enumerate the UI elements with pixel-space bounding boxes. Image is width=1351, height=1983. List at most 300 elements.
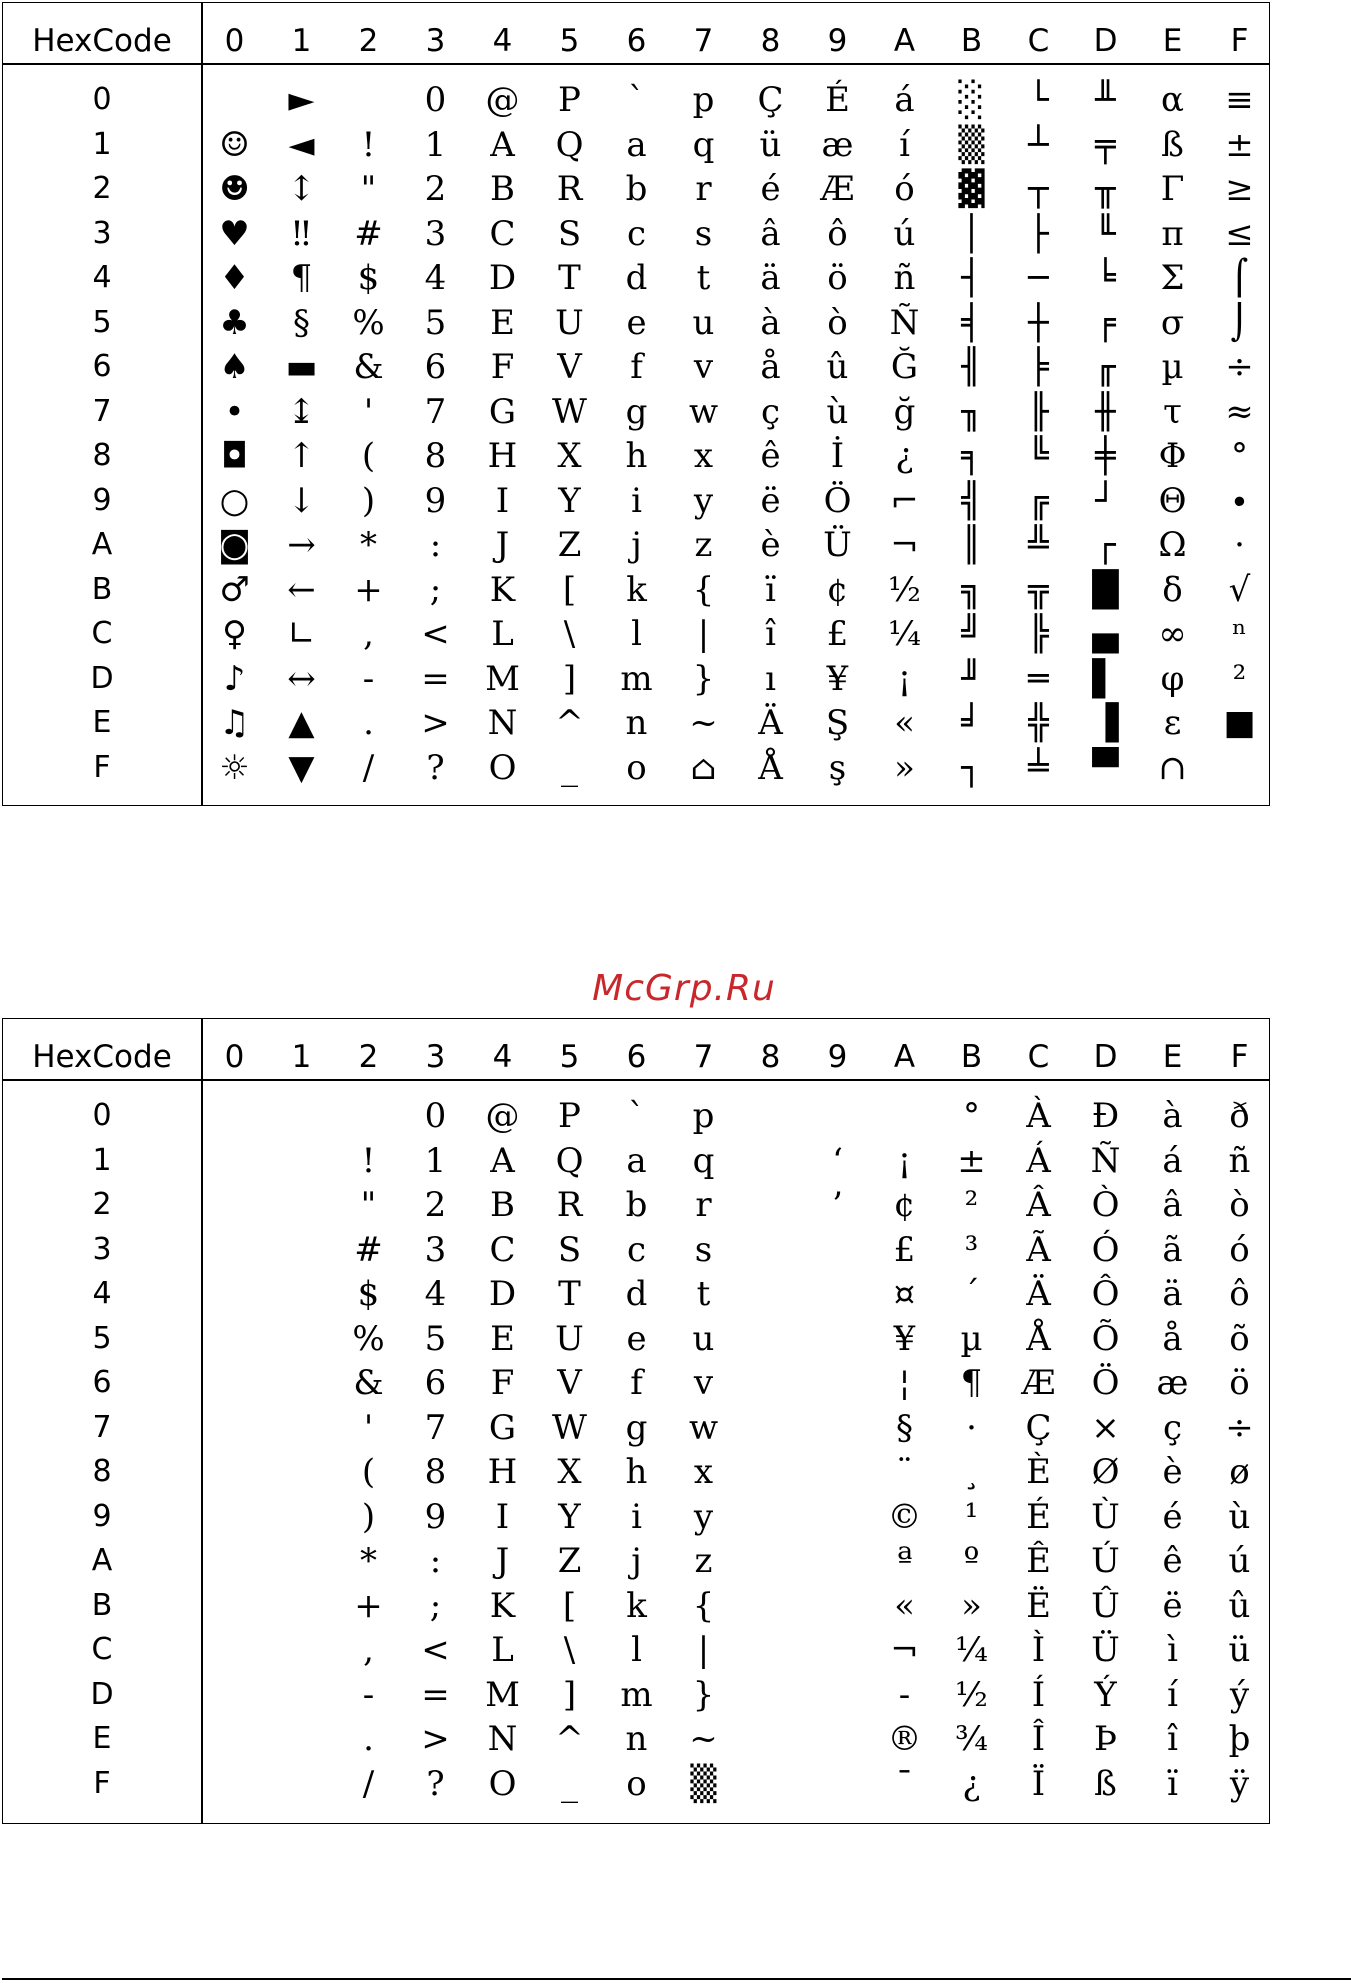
character-cell: ╬ <box>1028 703 1049 743</box>
character-cell: ▒ <box>690 1763 717 1804</box>
character-cell: ┼ <box>1028 302 1049 343</box>
character-cell: │ <box>961 213 982 254</box>
character-cell: 6 <box>424 1363 447 1403</box>
character-cell: X <box>557 1452 582 1492</box>
character-cell: e <box>626 302 647 343</box>
row-header: 5 <box>92 304 112 340</box>
character-cell: P <box>558 1096 581 1136</box>
column-header: 4 <box>492 1039 513 1075</box>
character-cell: > <box>421 1719 450 1759</box>
character-cell: ô <box>827 213 848 254</box>
character-cell: Å <box>758 747 783 788</box>
character-cell: ± <box>1225 124 1254 165</box>
character-cell: É <box>1026 1496 1051 1537</box>
character-cell: * <box>360 525 377 565</box>
character-cell: W <box>552 1407 587 1448</box>
character-cell: ³ <box>964 1229 979 1270</box>
character-cell: ╨ <box>1095 80 1116 120</box>
character-cell: P <box>558 80 581 120</box>
character-cell: o <box>626 747 647 788</box>
character-cell: " <box>360 169 377 209</box>
character-cell: ┤ <box>961 258 982 298</box>
character-cell: ╦ <box>1028 569 1049 610</box>
character-cell: ↔ <box>287 658 316 699</box>
character-cell: l <box>631 614 642 654</box>
character-cell: á <box>894 80 915 120</box>
character-cell: é <box>760 169 781 209</box>
row-header: 8 <box>92 1454 112 1489</box>
row-header: 3 <box>92 215 112 251</box>
hexcode-header-label: HexCode <box>32 1039 172 1075</box>
column-header: 5 <box>559 23 580 59</box>
character-cell: L <box>491 1630 514 1670</box>
character-cell: ë <box>1162 1585 1183 1626</box>
character-cell: · <box>1234 525 1245 565</box>
row-header: 0 <box>92 1098 112 1133</box>
row-header: 5 <box>92 1320 112 1356</box>
character-cell: Ü <box>823 525 852 565</box>
character-cell: ⌂ <box>690 747 717 788</box>
character-cell: R <box>556 169 583 209</box>
character-cell: Æ <box>1021 1363 1056 1403</box>
character-cell: Þ <box>1094 1719 1117 1759</box>
character-cell: ⌠ <box>1230 258 1249 298</box>
character-cell: ? <box>426 1763 445 1804</box>
character-cell: A <box>490 1140 515 1181</box>
character-cell: φ <box>1160 658 1185 699</box>
column-header: D <box>1093 23 1118 59</box>
character-cell: T <box>558 1274 581 1314</box>
character-cell: ¿ <box>895 436 914 476</box>
character-cell: Æ <box>820 169 855 209</box>
character-cell: q <box>692 124 715 165</box>
character-cell: π <box>1161 213 1184 254</box>
character-cell: ® <box>887 1719 922 1759</box>
character-cell: · <box>966 1407 977 1448</box>
row-header: 8 <box>92 438 112 473</box>
character-cell: ⁿ <box>1232 614 1247 654</box>
character-cell: n <box>625 1719 648 1759</box>
column-header: 0 <box>224 1039 245 1075</box>
character-cell: ò <box>827 302 848 343</box>
character-cell: þ <box>1228 1719 1251 1759</box>
character-cell: î <box>1167 1719 1178 1759</box>
character-cell: , <box>363 614 374 654</box>
character-cell: I <box>495 1496 510 1537</box>
character-cell: ┐ <box>961 747 982 788</box>
character-cell: § <box>896 1407 913 1448</box>
character-cell: . <box>363 1719 374 1759</box>
character-cell: ü <box>759 124 782 165</box>
character-cell: F <box>490 1363 515 1403</box>
character-cell: » <box>894 747 915 788</box>
character-cell: ╡ <box>961 302 982 343</box>
character-cell: ß <box>1094 1763 1117 1804</box>
character-cell: ▓ <box>958 169 985 209</box>
character-cell: Ê <box>1026 1541 1051 1581</box>
character-cell: û <box>826 347 849 387</box>
character-cell: © <box>887 1496 922 1537</box>
character-cell: - <box>898 1674 911 1715</box>
character-cell: ¯ <box>896 1763 913 1804</box>
character-cell: ■ <box>1223 703 1256 743</box>
character-cell: 9 <box>424 480 447 521</box>
character-cell: } <box>692 1674 715 1715</box>
character-cell: [ <box>562 1585 577 1626</box>
row-header: 1 <box>92 126 112 162</box>
character-cell: à <box>760 302 781 343</box>
character-cell: £ <box>893 1229 916 1270</box>
character-cell: Â <box>1026 1185 1051 1225</box>
character-cell: z <box>694 525 713 565</box>
character-cell: 9 <box>424 1496 447 1537</box>
character-cell: Ü <box>1091 1630 1120 1670</box>
character-cell: √ <box>1228 569 1251 610</box>
character-cell: ^ <box>555 703 584 743</box>
character-cell: Ù <box>1091 1496 1120 1537</box>
character-cell: K <box>489 1585 516 1626</box>
character-cell: T <box>558 258 581 298</box>
character-cell: Å <box>1026 1318 1051 1359</box>
character-cell: ╞ <box>1028 347 1049 387</box>
character-cell: = <box>421 658 450 699</box>
character-cell: Ý <box>1094 1674 1117 1715</box>
character-cell: Ò <box>1091 1185 1120 1225</box>
character-cell: Á <box>1026 1140 1051 1181</box>
character-cell: Ã <box>1026 1229 1051 1270</box>
character-cell: ~ <box>689 1719 718 1759</box>
character-cell: [ <box>562 569 577 610</box>
character-cell: n <box>625 703 648 743</box>
character-cell: Y <box>558 1496 581 1537</box>
row-header: 7 <box>92 1409 112 1445</box>
character-cell: E <box>490 1318 515 1359</box>
character-cell: p <box>692 1096 715 1136</box>
character-cell: ¥ <box>893 1318 916 1359</box>
character-cell: µ <box>1161 347 1184 387</box>
column-header: D <box>1093 1039 1118 1075</box>
row-header: 9 <box>92 1498 112 1534</box>
character-cell: ç <box>760 391 781 432</box>
character-cell: ▐ <box>1092 703 1119 743</box>
character-cell: E <box>490 302 515 343</box>
column-header: E <box>1162 23 1183 59</box>
character-cell: ∞ <box>1158 614 1187 654</box>
row-header: C <box>91 616 113 651</box>
character-cell: ² <box>964 1185 979 1225</box>
character-cell: ♫ <box>219 703 250 743</box>
character-cell: æ <box>1156 1363 1189 1403</box>
character-cell: 8 <box>424 1452 447 1492</box>
character-cell: ò <box>1229 1185 1250 1225</box>
character-cell: è <box>1162 1452 1183 1492</box>
character-cell: q <box>692 1140 715 1181</box>
character-cell: ┘ <box>1095 480 1116 521</box>
character-cell: _ <box>561 747 578 788</box>
character-cell: Ö <box>1091 1363 1120 1403</box>
row-header: 3 <box>92 1231 112 1267</box>
character-cell: Ì <box>1031 1630 1046 1670</box>
character-cell: ú <box>1228 1541 1251 1581</box>
character-cell: 6 <box>424 347 447 387</box>
character-cell: ╖ <box>961 391 982 432</box>
character-cell: ’ <box>832 1185 843 1225</box>
character-cell: / <box>362 1763 375 1804</box>
character-cell: ô <box>1229 1274 1250 1314</box>
row-header: D <box>90 660 114 696</box>
character-cell: ↑ <box>287 436 316 476</box>
character-cell: Φ <box>1158 436 1187 476</box>
row-header: 1 <box>92 1142 112 1178</box>
character-cell: Ä <box>1026 1274 1051 1314</box>
character-cell: ý <box>1229 1674 1250 1715</box>
character-cell: ◙ <box>218 525 251 565</box>
row-header: F <box>93 749 111 785</box>
character-cell: Ñ <box>1090 1140 1121 1181</box>
character-cell: d <box>625 258 648 298</box>
column-header: 2 <box>358 1039 379 1075</box>
character-cell: < <box>421 1630 450 1670</box>
character-cell: £ <box>826 614 849 654</box>
character-cell: ≡ <box>1225 80 1254 120</box>
column-header: A <box>893 1039 916 1075</box>
row-header: E <box>92 1721 112 1756</box>
character-cell: ! <box>361 1140 376 1181</box>
character-cell: ♥ <box>219 213 250 254</box>
character-cell: Z <box>557 1541 582 1581</box>
character-cell: O <box>488 1763 517 1804</box>
character-cell: 4 <box>424 258 447 298</box>
character-cell: ∙ <box>1231 480 1248 521</box>
character-cell: ≈ <box>1225 391 1254 432</box>
character-cell: m <box>620 1674 653 1715</box>
character-cell: ¡ <box>897 1140 912 1181</box>
character-cell: G <box>488 391 517 432</box>
character-cell: - <box>362 1674 375 1715</box>
character-cell: ñ <box>1228 1140 1251 1181</box>
character-cell: 4 <box>424 1274 447 1314</box>
character-cell: ├ <box>1028 213 1049 254</box>
character-cell: ╜ <box>961 658 982 699</box>
character-cell: ¡ <box>897 658 912 699</box>
character-cell: ÷ <box>1225 1407 1254 1448</box>
character-cell: ì <box>1167 1630 1178 1670</box>
character-cell: Ä <box>758 703 783 743</box>
character-cell: 3 <box>424 213 447 254</box>
character-cell: ┴ <box>1028 124 1049 165</box>
character-cell: ♠ <box>219 347 250 387</box>
character-cell: æ <box>821 124 854 165</box>
character-cell: H <box>487 1452 518 1492</box>
character-cell: : <box>429 525 442 565</box>
character-cell: ´ <box>963 1274 980 1314</box>
character-cell: J <box>495 525 510 565</box>
character-cell: _ <box>561 1763 578 1804</box>
character-cell: { <box>692 1585 715 1626</box>
character-cell: ù <box>1228 1496 1251 1537</box>
column-header: 9 <box>827 1039 848 1075</box>
character-cell: ş <box>828 747 847 788</box>
character-cell: C <box>489 1229 516 1270</box>
character-cell: ) <box>361 1496 376 1537</box>
character-cell: I <box>495 480 510 521</box>
character-cell: O <box>488 747 517 788</box>
character-cell: ) <box>361 480 376 521</box>
character-cell: M <box>485 1674 520 1715</box>
character-cell: ° <box>1231 436 1248 476</box>
character-cell: ¼ <box>888 614 921 654</box>
character-cell: Y <box>558 480 581 521</box>
character-cell: Ş <box>825 703 850 743</box>
character-cell: ó <box>1229 1229 1250 1270</box>
character-cell: , <box>363 1630 374 1670</box>
character-cell: ğ <box>893 391 916 432</box>
character-cell: ╒ <box>1095 302 1116 343</box>
character-cell: ¥ <box>826 658 849 699</box>
character-cell: ε <box>1163 703 1182 743</box>
character-cell: + <box>354 1585 383 1626</box>
character-cell: └ <box>1028 80 1049 120</box>
character-cell: ( <box>361 436 376 476</box>
character-cell: ï <box>765 569 776 610</box>
character-cell: 0 <box>424 1096 447 1136</box>
character-cell: ▄ <box>1092 614 1119 654</box>
character-cell: Ô <box>1091 1274 1120 1314</box>
character-cell: C <box>489 213 516 254</box>
character-cell: o <box>626 1763 647 1804</box>
character-cell: → <box>287 525 316 565</box>
character-cell: e <box>626 1318 647 1359</box>
character-cell: ¾ <box>955 1719 988 1759</box>
character-cell: Ï <box>1031 1763 1046 1804</box>
character-cell: K <box>489 569 516 610</box>
character-cell: ø <box>1229 1452 1250 1492</box>
character-cell: p <box>692 80 715 120</box>
character-cell: ─ <box>1028 258 1049 298</box>
character-cell: ¢ <box>826 569 849 610</box>
bottom-rule <box>2 1978 1351 1980</box>
character-cell: « <box>894 703 915 743</box>
character-cell: ¹ <box>964 1496 979 1537</box>
character-cell: 7 <box>424 391 447 432</box>
character-cell: ╫ <box>1095 391 1116 432</box>
character-cell: / <box>362 747 375 788</box>
character-cell: █ <box>1092 569 1119 610</box>
character-cell: ö <box>827 258 848 298</box>
row-header: E <box>92 705 112 740</box>
character-cell: x <box>693 1452 714 1492</box>
character-cell: j <box>631 525 642 565</box>
character-cell: ä <box>760 258 781 298</box>
character-cell: ╣ <box>961 480 982 521</box>
character-cell: ╤ <box>1095 124 1116 165</box>
character-cell: ☼ <box>219 747 250 788</box>
column-header: 0 <box>224 23 245 59</box>
character-cell: ½ <box>888 569 921 610</box>
character-cell: L <box>491 614 514 654</box>
character-cell: ╝ <box>961 614 982 654</box>
character-cell: ◘ <box>221 436 248 476</box>
character-cell: ê <box>1162 1541 1183 1581</box>
row-header: A <box>91 527 113 562</box>
character-cell: ▒ <box>958 124 985 165</box>
character-cell: l <box>631 1630 642 1670</box>
character-cell: ¬ <box>890 525 919 565</box>
column-divider <box>201 1019 203 1823</box>
character-cell: J <box>495 1541 510 1581</box>
row-header: 4 <box>92 260 112 295</box>
column-header: 2 <box>358 23 379 59</box>
character-cell: x <box>693 436 714 476</box>
column-header: 8 <box>760 1039 781 1075</box>
character-cell: τ <box>1163 391 1182 432</box>
character-cell: ë <box>760 480 781 521</box>
character-cell: ê <box>760 436 781 476</box>
character-cell: D <box>488 1274 517 1314</box>
character-cell: U <box>555 302 584 343</box>
column-header: 9 <box>827 23 848 59</box>
character-cell: c <box>626 213 647 254</box>
character-cell: 0 <box>424 80 447 120</box>
character-cell: Γ <box>1160 169 1185 209</box>
character-cell: ┬ <box>1028 169 1049 209</box>
character-cell: ○ <box>219 480 250 521</box>
character-cell: : <box>429 1541 442 1581</box>
character-cell: ⌡ <box>1230 302 1249 343</box>
header-divider <box>3 1079 1269 1081</box>
character-cell: i <box>631 1496 642 1537</box>
column-header: C <box>1027 1039 1050 1075</box>
character-cell: H <box>487 436 518 476</box>
character-cell: ‘ <box>832 1140 843 1181</box>
character-cell: b <box>625 1185 648 1225</box>
character-cell: é <box>1162 1496 1183 1537</box>
character-cell: ' <box>363 1407 374 1448</box>
character-cell: ╟ <box>1028 391 1049 432</box>
column-header: B <box>960 1039 983 1075</box>
character-cell: ² <box>1232 658 1247 699</box>
character-cell: ½ <box>955 1674 988 1715</box>
character-cell: S <box>557 1229 582 1270</box>
character-cell: ▀ <box>1092 747 1119 788</box>
character-cell: õ <box>1229 1318 1250 1359</box>
character-code-table-2 <box>2 1018 1270 1824</box>
character-cell: ► <box>288 80 315 120</box>
character-cell: @ <box>485 80 520 120</box>
character-cell: α <box>1161 80 1184 120</box>
character-cell: Í <box>1031 1674 1046 1715</box>
character-cell: ☻ <box>219 169 250 209</box>
column-header: B <box>960 23 983 59</box>
character-cell: À <box>1026 1096 1051 1136</box>
character-cell: ( <box>361 1452 376 1492</box>
character-cell: F <box>490 347 515 387</box>
row-header: 2 <box>92 1187 112 1222</box>
character-cell: { <box>692 569 715 610</box>
character-cell: ♂ <box>219 569 250 610</box>
row-header: A <box>91 1543 113 1578</box>
column-header: C <box>1027 23 1050 59</box>
character-cell: ◄ <box>288 124 315 165</box>
character-cell: f <box>630 1363 643 1403</box>
character-cell: k <box>626 1585 647 1626</box>
character-cell: « <box>894 1585 915 1626</box>
character-cell: Ë <box>1026 1585 1051 1626</box>
character-cell: b <box>625 169 648 209</box>
character-cell: r <box>695 169 712 209</box>
character-cell: a <box>626 1140 647 1181</box>
character-cell: ▲ <box>288 703 315 743</box>
